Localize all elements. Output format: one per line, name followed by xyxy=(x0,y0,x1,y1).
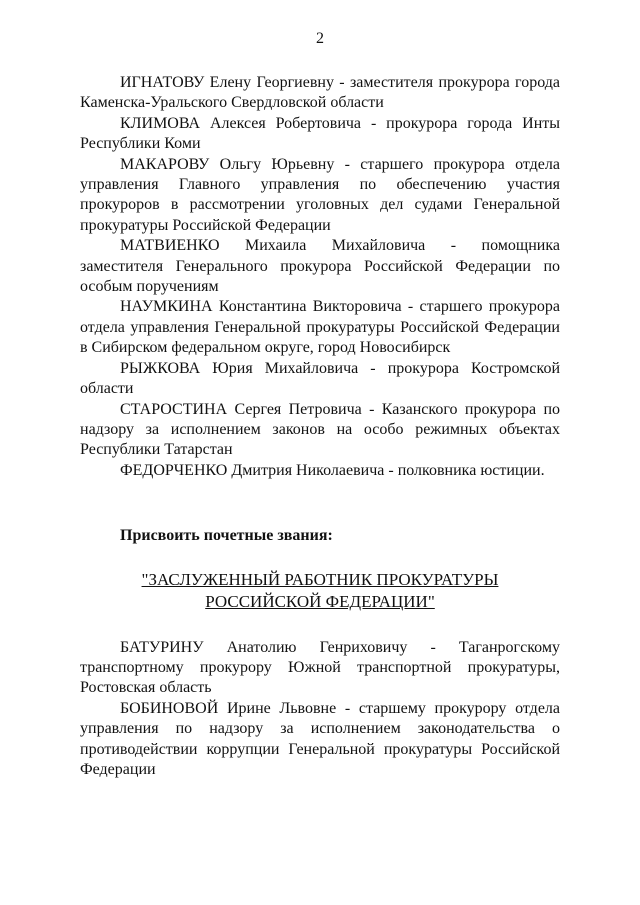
entry-surname: РЫЖКОВА xyxy=(120,359,201,377)
honorary-title-line-2: РОССИЙСКОЙ ФЕДЕРАЦИИ" xyxy=(205,591,435,611)
award-surname: БАТУРИНУ xyxy=(120,638,204,656)
entry-text: Юрия Михайловича - прокурора Костромской области xyxy=(80,359,560,398)
entry-makarova xyxy=(80,155,560,237)
entry-text: Дмитрия Николаевича - полковника юстиции. xyxy=(227,461,545,479)
entry-surname: СТАРОСТИНА xyxy=(120,400,228,418)
award-baturin xyxy=(80,638,560,699)
entry-naumkin xyxy=(80,297,560,358)
entry-text: Елену Георгиевну - заместителя прокурора города Каменска-Уральского Свердловской области xyxy=(80,74,560,112)
entry-surname: ИГНАТОВУ xyxy=(120,74,205,91)
award-text: Анатолию Генриховичу - Таганрогскому транспортному прокурору Южной транспортной прокуратуры, Ростовская область xyxy=(80,638,560,697)
entry-surname: НАУМКИНА xyxy=(120,298,213,316)
entry-text: Алексея Робертовича - прокурора города Инты Республики Коми xyxy=(80,114,560,153)
section-heading: Присвоить почетные звания: xyxy=(120,527,333,545)
awards-list xyxy=(80,638,560,781)
entry-matvienko xyxy=(80,236,560,297)
entry-text: Константина Викторовича - старшего прокурора отдела управления Генеральной прокуратуры Российской Федерации в Сибирском федеральном округе, город Новосибирск xyxy=(80,298,560,357)
entry-ignatova xyxy=(80,73,560,114)
entry-surname: МАТВИЕНКО xyxy=(120,237,220,255)
entry-fedorchenko xyxy=(80,461,560,481)
honorary-title xyxy=(80,569,560,613)
entry-ryzhkov xyxy=(80,359,560,400)
entry-surname: МАКАРОВУ xyxy=(120,155,210,173)
honorary-title-line-1: "ЗАСЛУЖЕННЫЙ РАБОТНИК ПРОКУРАТУРЫ xyxy=(141,569,499,589)
entry-surname: ФЕДОРЧЕНКО xyxy=(120,461,228,479)
entry-text: Сергея Петровича - Казанского прокурора по надзору за исполнением законов на особо режимных объектах Республики Татарстан xyxy=(80,400,560,459)
entry-surname: КЛИМОВА xyxy=(120,114,201,132)
award-text: Ирине Львовне - старшему прокурору отдела управления по надзору за исполнением законодательства о противодействии коррупции Генеральной прокуратуры Российской Федерации xyxy=(80,699,560,778)
entry-klimov xyxy=(80,114,560,155)
award-bobinova xyxy=(80,699,560,781)
document-body xyxy=(80,73,560,780)
entry-text: Михаила Михайловича - помощника заместителя Генерального прокурора Российской Федерации по особым поручениям xyxy=(80,237,560,296)
entry-text: Ольгу Юрьевну - старшего прокурора отдела управления Главного управления по обеспечению участия прокуроров в рассмотрении уголовных дел судами Генеральной прокуратуры Российской Федерации xyxy=(80,155,560,234)
award-surname: БОБИНОВОЙ xyxy=(120,699,219,717)
page-number: 2 xyxy=(316,30,324,47)
entry-starostin xyxy=(80,400,560,461)
